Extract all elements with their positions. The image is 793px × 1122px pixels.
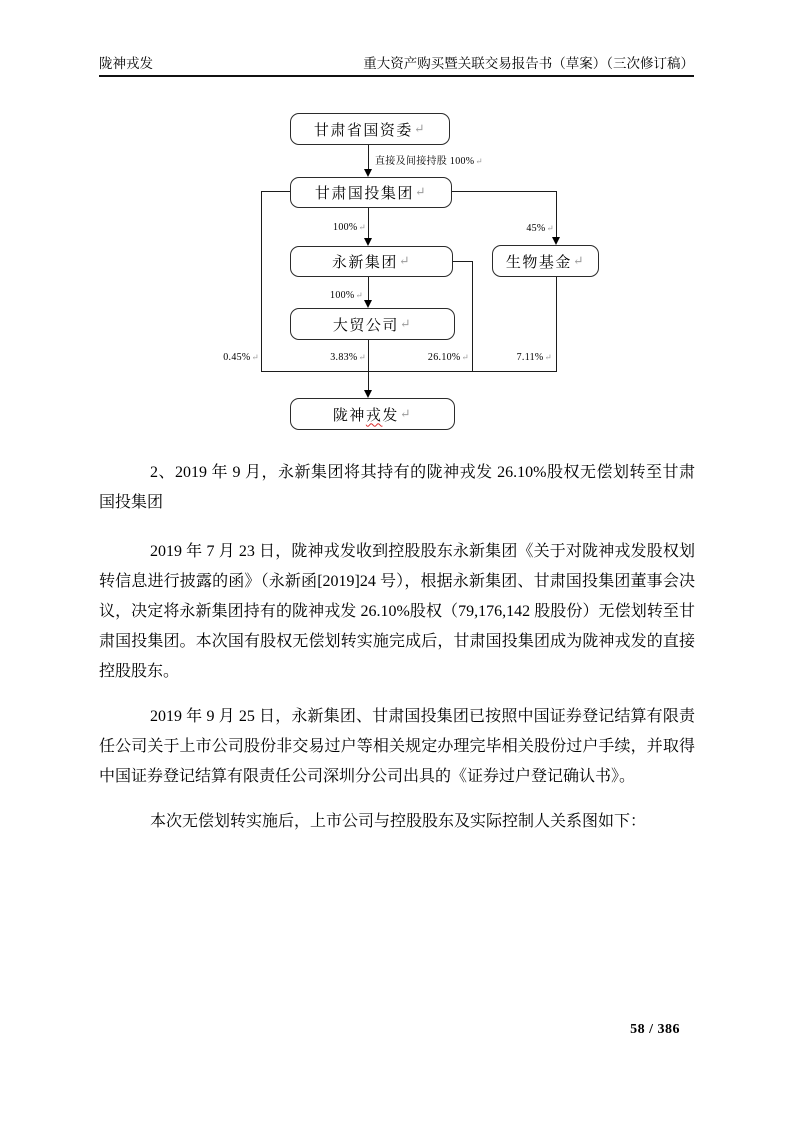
- connector-line: [261, 371, 557, 372]
- connector-line: [261, 191, 290, 192]
- org-box-biological-fund: [492, 245, 599, 277]
- arrow-down-icon: [364, 238, 372, 246]
- paragraph: 2019 年 7 月 23 日，陇神戎发收到控股股东永新集团《关于对陇神戎发股权划转信息进行披露的函》（永新函[2019]24 号），根据永新集团、甘肃国投集团董事会决议，决定将永新集团持有的陇神戎发 26.10%股权（79,176,142 股股份）无偿划转至甘肃国投集团。本次国有股权无偿划转实施完成后，甘肃国投集团成为陇神戎发的直接控股股东。: [99, 543, 695, 680]
- return-mark-icon: ↵: [413, 121, 427, 136]
- edge-label-text: 0.45%: [223, 352, 251, 363]
- header-short-title: 陇神戎发: [99, 56, 153, 71]
- edge-label-damao-share: [330, 352, 366, 363]
- paragraph: 本次无偿划转实施后，上市公司与控股股东及实际控制人关系图如下：: [150, 813, 647, 830]
- page-number: 58 / 386: [630, 1022, 680, 1037]
- edge-label-holding: [375, 152, 483, 167]
- paragraph: 2019 年 9 月 25 日，永新集团、甘肃国投集团已按照中国证券登记结算有限责任公司关于上市公司股份非交易过户等相关规定办理完毕相关股份过户手续，并取得中国证券登记结算有限责任公司深圳分公司出具的《证券过户登记确认书》。: [99, 708, 695, 785]
- section-heading: 2、2019 年 9 月，永新集团将其持有的陇神戎发 26.10%股权无偿划转至甘肃国投集团: [99, 464, 695, 511]
- return-mark-icon: ↵: [475, 156, 483, 166]
- edge-label-guotou-to-yongxin: [333, 222, 366, 233]
- spellcheck-wavy-text: 戎: [365, 407, 383, 424]
- connector-line: [261, 191, 262, 372]
- connector-line: [368, 208, 369, 239]
- connector-line: [556, 191, 557, 238]
- connector-line: [368, 145, 369, 171]
- org-box-label: 生物基金: [505, 254, 572, 271]
- header-full-title: 重大资产购买暨关联交易报告书（草案）（三次修订稿）: [363, 56, 694, 71]
- org-box-label: 大贸公司: [332, 317, 399, 334]
- edge-label-text: 直接及间接持股 100%: [375, 156, 475, 167]
- return-mark-icon: ↵: [398, 254, 412, 268]
- connector-line: [368, 340, 369, 391]
- edge-label-yongxin-share: [428, 352, 469, 363]
- page-header: [99, 46, 694, 77]
- org-box-label: 发: [382, 407, 399, 424]
- org-box-label: 永新集团: [331, 255, 398, 271]
- connector-line: [453, 261, 472, 262]
- org-box-label: 甘肃国投集团: [314, 186, 414, 202]
- org-box-yongxin-group: [290, 246, 453, 277]
- return-mark-icon: ↵: [355, 290, 363, 300]
- connector-line: [452, 191, 557, 192]
- return-mark-icon: ↵: [572, 253, 586, 268]
- edge-label-yongxin-to-damao: [330, 290, 363, 301]
- edge-label-text: 3.83%: [330, 352, 358, 363]
- edge-label-text: 100%: [333, 222, 358, 233]
- return-mark-icon: ↵: [544, 352, 552, 362]
- return-mark-icon: ↵: [546, 223, 554, 233]
- org-box-damao-company: [290, 308, 455, 340]
- org-box-label: 甘肃省国资委: [313, 122, 413, 139]
- return-mark-icon: ↵: [399, 316, 413, 331]
- return-mark-icon: ↵: [399, 406, 413, 421]
- arrow-down-icon: [364, 390, 372, 398]
- connector-line: [368, 277, 369, 302]
- body-text: [99, 458, 695, 852]
- arrow-down-icon: [364, 300, 372, 308]
- edge-label-text: 7.11%: [516, 352, 544, 363]
- edge-label-text: 45%: [526, 223, 546, 234]
- arrow-down-icon: [552, 237, 560, 245]
- org-box-gansu-sasac: [290, 113, 450, 145]
- return-mark-icon: ↵: [461, 352, 469, 362]
- edge-label-text: 100%: [330, 290, 355, 301]
- return-mark-icon: ↵: [251, 352, 259, 362]
- org-box-longshen-rongfa: [290, 398, 455, 430]
- return-mark-icon: ↵: [358, 352, 366, 362]
- edge-label-guotou-direct: [223, 352, 259, 363]
- org-box-label: 陇神: [332, 407, 366, 424]
- edge-label-text: 26.10%: [427, 352, 461, 363]
- return-mark-icon: ↵: [414, 185, 428, 199]
- connector-line: [472, 261, 473, 372]
- org-box-gansu-guotou: [290, 177, 452, 208]
- edge-label-guotou-to-fund: [526, 223, 554, 234]
- edge-label-fund-share: [517, 352, 552, 363]
- connector-line: [556, 277, 557, 372]
- arrow-down-icon: [364, 169, 372, 177]
- return-mark-icon: ↵: [358, 222, 366, 232]
